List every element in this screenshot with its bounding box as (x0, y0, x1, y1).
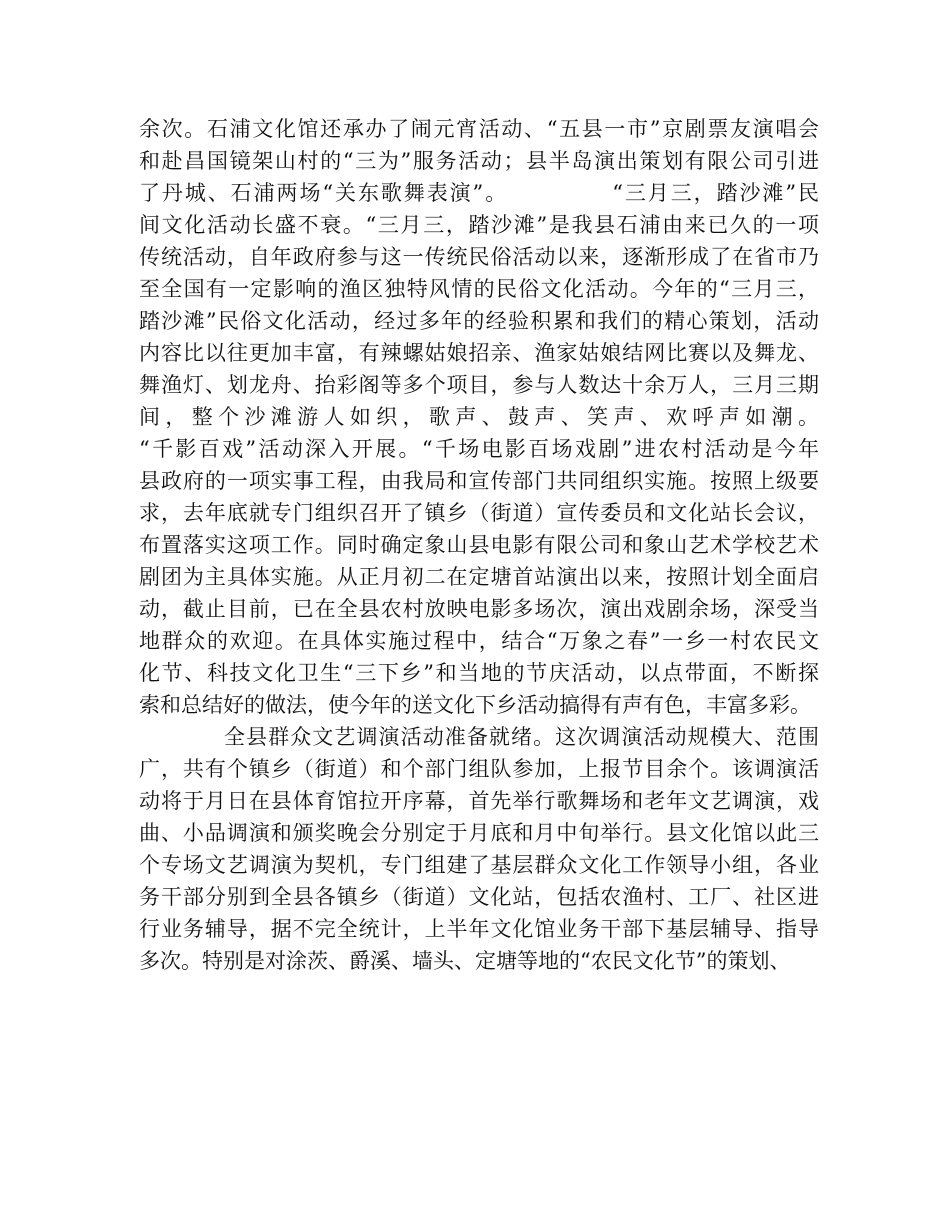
text-line-26: 行业务辅导，据不完全统计，上半年文化馆业务干部下基层辅导、指导 (139, 917, 819, 941)
text-line-9: 舞渔灯、划龙舟、抬彩阁等多个项目，参与人数达十余万人，三月三期 (139, 373, 819, 397)
text-line-18: 化节、科技文化卫生“三下乡”和当地的节庆活动，以点带面，不断探 (139, 661, 819, 685)
text-line-17: 地群众的欢迎。在具体实施过程中，结合“万象之春”一乡一村农民文 (139, 629, 819, 653)
text-line-13: 求，去年底就专门组织召开了镇乡（街道）宣传委员和文化站长会议， (139, 501, 819, 525)
text-line-22: 动将于月日在县体育馆拉开序幕，首先举行歌舞场和老年文艺调演，戏 (139, 789, 819, 813)
text-line-11: “千影百戏”活动深入开展。“千场电影百场戏剧”进农村活动是今年 (139, 437, 819, 461)
text-line-16: 动，截止目前，已在全县农村放映电影多场次，演出戏剧余场，深受当 (139, 597, 819, 621)
text-line-23: 曲、小品调演和颁奖晚会分别定于月底和月中旬举行。县文化馆以此三 (139, 821, 819, 845)
text-line-2: 和赴昌国镜架山村的“三为”服务活动；县半岛演出策划有限公司引进 (139, 149, 819, 173)
text-line-5: 传统活动，自年政府参与这一传统民俗活动以来，逐渐形成了在省市乃 (139, 245, 819, 269)
text-line-15: 剧团为主具体实施。从正月初二在定塘首站演出以来，按照计划全面启 (139, 565, 819, 589)
text-line-8: 内容比以往更加丰富，有辣螺姑娘招亲、渔家姑娘结网比赛以及舞龙、 (139, 341, 819, 365)
text-line-21: 广，共有个镇乡（街道）和个部门组队参加，上报节目余个。该调演活 (139, 757, 819, 781)
text-line-12: 县政府的一项实事工程，由我局和宣传部门共同组织实施。按照上级要 (139, 469, 819, 493)
text-line-4: 间文化活动长盛不衰。“三月三，踏沙滩”是我县石浦由来已久的一项 (139, 213, 819, 237)
text-line-27: 多次。特别是对涂茨、爵溪、墙头、定塘等地的“农民文化节”的策划、 (139, 949, 791, 973)
text-line-19: 索和总结好的做法，使今年的送文化下乡活动搞得有声有色，丰富多彩。 (139, 693, 811, 717)
body-text (139, 113, 819, 977)
text-line-25: 务干部分别到全县各镇乡（街道）文化站，包括农渔村、工厂、社区进 (139, 885, 819, 909)
text-line-1: 余次。石浦文化馆还承办了闹元宵活动、“五县一市”京剧票友演唱会 (139, 117, 819, 141)
text-line-10: 间，整个沙滩游人如织，歌声、鼓声、笑声、欢呼声如潮。 (139, 405, 819, 429)
text-line-3: 了丹城、石浦两场“关东歌舞表演”。 “三月三，踏沙滩”民 (139, 181, 819, 205)
text-line-24: 个专场文艺调演为契机，专门组建了基层群众文化工作领导小组，各业 (139, 853, 819, 877)
text-line-14: 布置落实这项工作。同时确定象山县电影有限公司和象山艺术学校艺术 (139, 533, 819, 557)
text-line-6: 至全国有一定影响的渔区独特风情的民俗文化活动。今年的“三月三， (139, 277, 819, 301)
text-line-7: 踏沙滩”民俗文化活动，经过多年的经验积累和我们的精心策划，活动 (139, 309, 819, 333)
text-line-20: 全县群众文艺调演活动准备就绪。这次调演活动规模大、范围 (224, 725, 819, 749)
